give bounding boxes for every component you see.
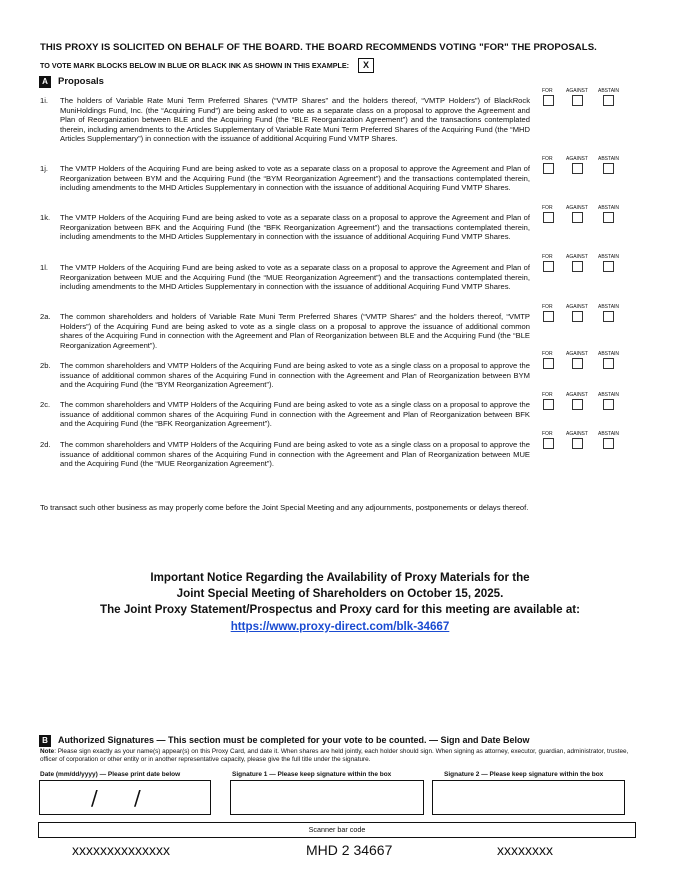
proposal-text: The common shareholders and VMTP Holders of the Acquiring Fund are being asked to vote as a single class on a proposal to approve the issuance of additional common shares of the Acquiring Fund in connection with the Agreement and Plan of Reorganization between BFK and the Acquiring Fund (the “BFK Reorganization Agreement”).: [60, 400, 530, 429]
for-label: FOR: [542, 431, 553, 437]
against-checkbox[interactable]: [572, 438, 583, 449]
abstain-checkbox[interactable]: [603, 358, 614, 369]
against-label: AGAINST: [566, 156, 588, 162]
proposal-number: 2b.: [40, 361, 51, 370]
proposal-text: The VMTP Holders of the Acquiring Fund are being asked to vote as a separate class on a proposal to approve the Agreement and Plan of Reorganization between BYM and the Acquiring Fund (the “BYM Reorganization Agreement”) and the transactions contemplated therein, including amendments to the MHD Articles Supplementary in connection with the issuance of additional Acquiring Fund VMTP Shares.: [60, 164, 530, 193]
for-checkbox[interactable]: [543, 261, 554, 272]
against-label: AGAINST: [566, 205, 588, 211]
for-checkbox[interactable]: [543, 399, 554, 410]
for-checkbox[interactable]: [543, 163, 554, 174]
for-checkbox[interactable]: [543, 95, 554, 106]
right-code: xxxxxxxx: [497, 842, 553, 858]
other-business-text: To transact such other business as may properly come before the Joint Special Meeting and any adjournments, postponements or delays thereof.: [40, 503, 529, 512]
signature-2-box[interactable]: [432, 780, 625, 815]
marking-instructions: TO VOTE MARK BLOCKS BELOW IN BLUE OR BLACK INK AS SHOWN IN THIS EXAMPLE:: [40, 61, 350, 70]
for-label: FOR: [542, 254, 553, 260]
against-checkbox[interactable]: [572, 358, 583, 369]
proposal-text: The common shareholders and VMTP Holders of the Acquiring Fund are being asked to vote as a single class on a proposal to approve the issuance of additional common shares of the Acquiring Fund in connection with the Agreement and Plan of Reorganization between MUE and the Acquiring Fund (the “MUE Reorganization Agreement”).: [60, 440, 530, 469]
notice-line-2: Joint Special Meeting of Shareholders on October 15, 2025.: [176, 587, 504, 600]
abstain-checkbox[interactable]: [603, 399, 614, 410]
proposal-number: 2c.: [40, 400, 51, 409]
notice-line-3: The Joint Proxy Statement/Prospectus and Proxy card for this meeting are available at:: [100, 603, 580, 616]
for-checkbox[interactable]: [543, 358, 554, 369]
proposal-number: 1i.: [40, 96, 49, 105]
note-label: Note: [40, 748, 55, 755]
abstain-checkbox[interactable]: [603, 163, 614, 174]
signature-1-label: Signature 1 — Please keep signature within the box: [232, 771, 392, 778]
proposal-number: 1l.: [40, 263, 49, 272]
against-checkbox[interactable]: [572, 261, 583, 272]
against-label: AGAINST: [566, 254, 588, 260]
for-label: FOR: [542, 392, 553, 398]
proposal-number: 1j.: [40, 164, 49, 173]
against-label: AGAINST: [566, 351, 588, 357]
scanner-bar-code: Scanner bar code: [38, 822, 636, 838]
against-label: AGAINST: [566, 392, 588, 398]
example-mark-box: X: [358, 58, 374, 73]
abstain-label: ABSTAIN: [598, 351, 620, 357]
against-label: AGAINST: [566, 431, 588, 437]
for-checkbox[interactable]: [543, 212, 554, 223]
left-code: xxxxxxxxxxxxxx: [72, 842, 170, 858]
notice-line-1: Important Notice Regarding the Availability of Proxy Materials for the: [150, 571, 530, 584]
date-separator-1: /: [91, 786, 98, 810]
date-field[interactable]: [39, 780, 211, 815]
proposal-number: 2a.: [40, 312, 51, 321]
proposal-text: The VMTP Holders of the Acquiring Fund are being asked to vote as a separate class on a proposal to approve the Agreement and Plan of Reorganization between BFK and the Acquiring Fund (the “BFK Reorganization Agreement”) and the transactions contemplated therein, including amendments to the MHD Articles Supplementary in connection with the issuance of additional Acquiring Fund VMTP Shares.: [60, 213, 530, 242]
for-checkbox[interactable]: [543, 438, 554, 449]
for-label: FOR: [542, 205, 553, 211]
proposal-text: The common shareholders and VMTP Holders of the Acquiring Fund are being asked to vote as a single class on a proposal to approve the issuance of additional common shares of the Acquiring Fund in connection with the Agreement and Plan of Reorganization between BYM and the Acquiring Fund (the “BYM Reorganization Agreement”).: [60, 361, 530, 390]
for-checkbox[interactable]: [543, 311, 554, 322]
abstain-label: ABSTAIN: [598, 205, 620, 211]
signature-1-box[interactable]: [230, 780, 424, 815]
proposal-text: The holders of Variable Rate Muni Term Preferred Shares (“VMTP Shares” and the holders thereof, “VMTP Holders”) of BlackRock MuniHoldings Fund, Inc. (the “Acquiring Fund”) are being asked to vote as a separate class on a proposal to approve the Agreement and Plan of Reorganization between BLE and the Acquiring Fund (the “BLE Reorganization Agreement”) and the transactions contemplated therein, including amendments to the Articles Supplementary of Variable Rate Muni Term Preferred Shares of the Acquiring Fund (the “MHD Articles Supplementary”) in connection with the issuance of additional Acquiring Fund VMTP Shares.: [60, 96, 530, 144]
for-label: FOR: [542, 351, 553, 357]
abstain-label: ABSTAIN: [598, 304, 620, 310]
signing-note: [40, 748, 640, 764]
section-b-badge: B: [39, 735, 51, 747]
abstain-checkbox[interactable]: [603, 311, 614, 322]
against-checkbox[interactable]: [572, 399, 583, 410]
date-separator-2: /: [134, 786, 141, 810]
abstain-label: ABSTAIN: [598, 156, 620, 162]
against-label: AGAINST: [566, 304, 588, 310]
proxy-materials-link[interactable]: https://www.proxy-direct.com/blk-34667: [230, 620, 450, 633]
for-label: FOR: [542, 156, 553, 162]
abstain-label: ABSTAIN: [598, 431, 620, 437]
abstain-checkbox[interactable]: [603, 212, 614, 223]
section-b-title: Authorized Signatures — This section must be completed for your vote to be counted. — Sign and Date Below: [58, 735, 530, 745]
proposal-number: 2d.: [40, 440, 51, 449]
proposal-text: The common shareholders and holders of Variable Rate Muni Term Preferred Shares (“VMTP Shares” and the holders thereof, “VMTP Holders”) of the Acquiring Fund are being asked to vote as a single class on a proposal to approve the issuance of additional common shares of the Acquiring Fund in connection with the Agreement and Plan of Reorganization between BLE and the Acquiring Fund (the “BLE Reorganization Agreement”).: [60, 312, 530, 350]
abstain-checkbox[interactable]: [603, 438, 614, 449]
for-label: FOR: [542, 88, 553, 94]
against-checkbox[interactable]: [572, 163, 583, 174]
abstain-label: ABSTAIN: [598, 392, 620, 398]
solicitation-heading: THIS PROXY IS SOLICITED ON BEHALF OF THE BOARD. THE BOARD RECOMMENDS VOTING "FOR" THE PROPOSALS.: [40, 42, 597, 53]
for-label: FOR: [542, 304, 553, 310]
abstain-label: ABSTAIN: [598, 88, 620, 94]
section-a-badge: A: [39, 76, 51, 88]
abstain-checkbox[interactable]: [603, 261, 614, 272]
against-checkbox[interactable]: [572, 95, 583, 106]
notice-url-row: [0, 619, 680, 635]
note-text: : Please sign exactly as your name(s) appear(s) on this Proxy Card, and date it. When shares are held jointly, each holder should sign. When signing as attorney, executor, guardian, administrator, trustee, officer of corporation or other entity or in another representative capacity, please give the full title under the signature.: [40, 748, 629, 763]
signature-2-label: Signature 2 — Please keep signature within the box: [444, 771, 604, 778]
section-a-title: Proposals: [58, 76, 104, 87]
proposal-text: The VMTP Holders of the Acquiring Fund are being asked to vote as a separate class on a proposal to approve the Agreement and Plan of Reorganization between MUE and the Acquiring Fund (the “MUE Reorganization Agreement”) and the transactions contemplated therein, including amendments to the MHD Articles Supplementary in connection with the issuance of additional Acquiring Fund VMTP Shares.: [60, 263, 530, 292]
against-checkbox[interactable]: [572, 212, 583, 223]
proposal-number: 1k.: [40, 213, 51, 222]
against-checkbox[interactable]: [572, 311, 583, 322]
against-label: AGAINST: [566, 88, 588, 94]
date-label: Date (mm/dd/yyyy) — Please print date below: [40, 771, 181, 778]
abstain-checkbox[interactable]: [603, 95, 614, 106]
abstain-label: ABSTAIN: [598, 254, 620, 260]
control-number: MHD 2 34667: [306, 842, 393, 858]
